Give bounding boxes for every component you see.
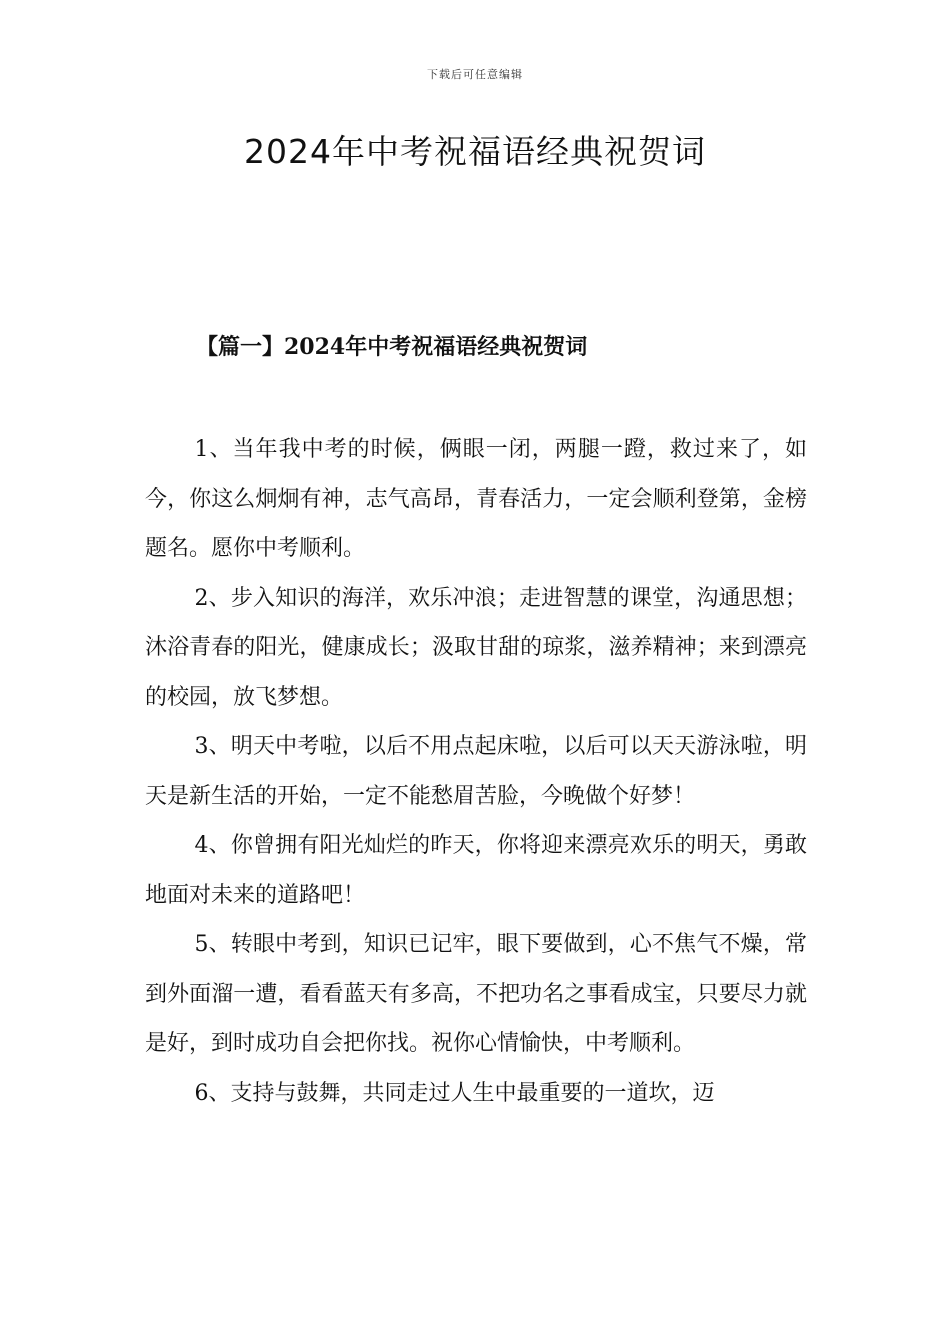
document-title: 2024年中考祝福语经典祝贺词 <box>244 132 706 171</box>
section-heading: 【篇一】2024年中考祝福语经典祝贺词 <box>196 334 588 360</box>
header-note: 下载后可任意编辑 <box>427 68 523 81</box>
body-text <box>145 425 807 1118</box>
paragraph: 5、转眼中考到，知识已记牢，眼下要做到，心不焦气不燥，常到外面溜一遭，看看蓝天有多高，不把功名之事看成宝，只要尽力就是好，到时成功自会把你找。祝你心情愉快，中考顺利。 <box>145 932 807 1056</box>
paragraph: 6、支持与鼓舞，共同走过人生中最重要的一道坎，迈 <box>194 1080 715 1106</box>
paragraph: 2、步入知识的海洋，欢乐冲浪；走进智慧的课堂，沟通思想；沐浴青春的阳光，健康成长；汲取甘甜的琼浆，滋养精神；来到漂亮的校园，放飞梦想。 <box>145 585 807 710</box>
paragraph: 1、当年我中考的时候，俩眼一闭，两腿一蹬，救过来了，如今，你这么炯炯有神，志气高昂，青春活力，一定会顺利登第，金榜题名。愿你中考顺利。 <box>145 437 807 561</box>
paragraph: 4、你曾拥有阳光灿烂的昨天，你将迎来漂亮欢乐的明天，勇敢地面对未来的道路吧！ <box>145 833 807 908</box>
paragraph: 3、明天中考啦，以后不用点起床啦，以后可以天天游泳啦，明天是新生活的开始，一定不能愁眉苦脸，今晚做个好梦！ <box>145 734 807 809</box>
